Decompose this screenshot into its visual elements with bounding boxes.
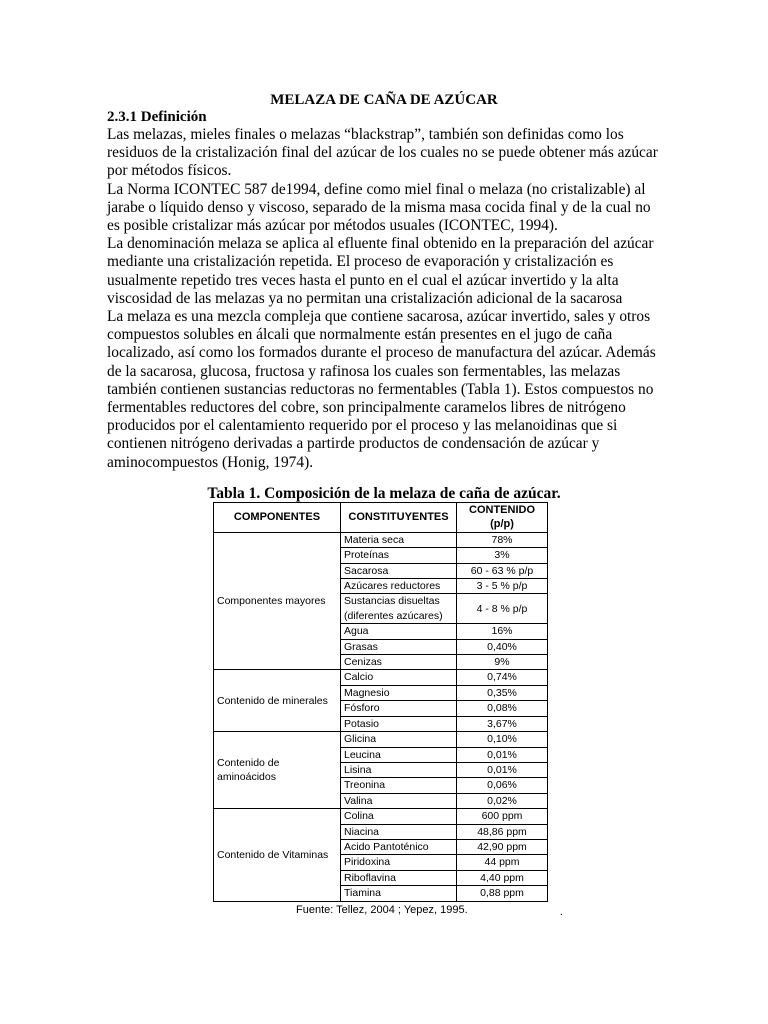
table-body — [214, 532, 548, 901]
paragraph: La denominación melaza se aplica al efluente final obtenido en la preparación del azúcar mediante una cristalización repetida. El proceso de evaporación y cristalización es usualmente repetido tres veces hasta el punto en el cual el azúcar invertido y la alta viscosidad de las melazas ya no permitan una cristalización adicional de la sacarosa — [107, 235, 654, 307]
content-value-cell: 0,35% — [457, 685, 548, 700]
document-title: MELAZA DE CAÑA DE AZÚCAR — [270, 92, 498, 108]
component-group-cell: Componentes mayores — [214, 532, 341, 670]
content-value-cell: 60 - 63 % p/p — [457, 563, 548, 578]
constituent-cell: Cenizas — [341, 655, 457, 670]
section-heading: 2.3.1 Definición — [107, 109, 207, 125]
constituent-cell: Acido Pantoténico — [341, 839, 457, 854]
content-value-cell: 0,10% — [457, 732, 548, 747]
constituent-cell: Valina — [341, 793, 457, 808]
constituent-cell: Lisina — [341, 762, 457, 777]
constituent-cell: Tiamina — [341, 886, 457, 901]
constituent-cell: Glicina — [341, 732, 457, 747]
table-source: Fuente: Tellez, 2004 ; Yepez, 1995. — [296, 904, 468, 916]
constituent-cell: Grasas — [341, 639, 457, 654]
constituent-cell: Calcio — [341, 670, 457, 685]
content-value-cell: 0,01% — [457, 762, 548, 777]
content-value-cell: 78% — [457, 532, 548, 547]
content-value-cell: 0,02% — [457, 793, 548, 808]
composition-table — [213, 502, 548, 902]
constituent-cell: Agua — [341, 624, 457, 639]
header-componentes: COMPONENTES — [214, 503, 341, 533]
content-value-cell: 4 - 8 % p/p — [457, 594, 548, 624]
table-row — [214, 532, 548, 547]
constituent-cell: Leucina — [341, 747, 457, 762]
content-value-cell: 0,40% — [457, 639, 548, 654]
header-constituyentes: CONSTITUYENTES — [341, 503, 457, 533]
content-value-cell: 44 ppm — [457, 855, 548, 870]
constituent-cell: Treonina — [341, 778, 457, 793]
component-group-cell: Contenido de minerales — [214, 670, 341, 732]
content-value-cell: 16% — [457, 624, 548, 639]
table-row — [214, 809, 548, 824]
constituent-cell: Niacina — [341, 824, 457, 839]
constituent-cell: Colina — [341, 809, 457, 824]
constituent-cell: Azúcares reductores — [341, 579, 457, 594]
paragraph: La Norma ICONTEC 587 de1994, define como miel final o melaza (no cristalizable) al jarabe o líquido denso y viscoso, separado de la misma masa cocida final y de la cual no es posible cristalizar más azúcar por métodos usuales (ICONTEC, 1994). — [107, 180, 651, 235]
constituent-cell: Piridoxina — [341, 855, 457, 870]
constituent-cell: Proteínas — [341, 548, 457, 563]
constituent-cell: Sustancias disueltas (diferentes azúcares) — [341, 594, 457, 624]
paragraph: Las melazas, mieles finales o melazas “blackstrap”, también son definidas como los residuos de la cristalización final del azúcar de los cuales no se puede obtener más azúcar por métodos físicos. — [107, 126, 658, 180]
content-value-cell: 3 - 5 % p/p — [457, 579, 548, 594]
content-value-cell: 4,40 ppm — [457, 870, 548, 885]
component-group-cell: Contenido de Vitaminas — [214, 809, 341, 901]
content-value-cell: 0,08% — [457, 701, 548, 716]
content-value-cell: 0,01% — [457, 747, 548, 762]
content-value-cell: 3,67% — [457, 716, 548, 731]
table-caption: Tabla 1. Composición de la melaza de caña de azúcar. — [207, 485, 561, 502]
content-value-cell: 0,88 ppm — [457, 886, 548, 901]
constituent-cell: Materia seca — [341, 532, 457, 547]
content-value-cell: 0,06% — [457, 778, 548, 793]
constituent-cell: Potasio — [341, 716, 457, 731]
content-value-cell: 3% — [457, 548, 548, 563]
content-value-cell: 42,90 ppm — [457, 839, 548, 854]
content-value-cell: 48,86 ppm — [457, 824, 548, 839]
constituent-cell: Fósforo — [341, 701, 457, 716]
body-text — [107, 126, 667, 472]
constituent-cell: Magnesio — [341, 685, 457, 700]
header-contenido: CONTENIDO (p/p) — [457, 503, 548, 533]
table-header-row — [214, 503, 548, 533]
table-row — [214, 732, 548, 747]
constituent-cell: Riboflavina — [341, 870, 457, 885]
content-value-cell: 9% — [457, 655, 548, 670]
component-group-cell: Contenido de aminoácidos — [214, 732, 341, 809]
paragraph: La melaza es una mezcla compleja que contiene sacarosa, azúcar invertido, sales y otros compuestos solubles en álcali que normalmente están presentes en el jugo de caña localizado, así como los formados durante el proceso de manufactura del azúcar. Además de la sacarosa, glucosa, fructosa y rafinosa los cuales son fermentables, las melazas también contienen sustancias reductoras no fermentables (Tabla 1). Estos compuestos no fermentables reductores del cobre, son principalmente caramelos libres de nitrógeno producidos por el calentamiento requerido por el proceso y las melanoidinas que si contienen nitrógeno derivadas a partirde productos de condensación de azúcar y aminocompuestos (Honig, 1974). — [107, 308, 656, 471]
table-row — [214, 670, 548, 685]
content-value-cell: 0,74% — [457, 670, 548, 685]
constituent-cell: Sacarosa — [341, 563, 457, 578]
content-value-cell: 600 ppm — [457, 809, 548, 824]
stray-mark: . — [560, 906, 563, 918]
